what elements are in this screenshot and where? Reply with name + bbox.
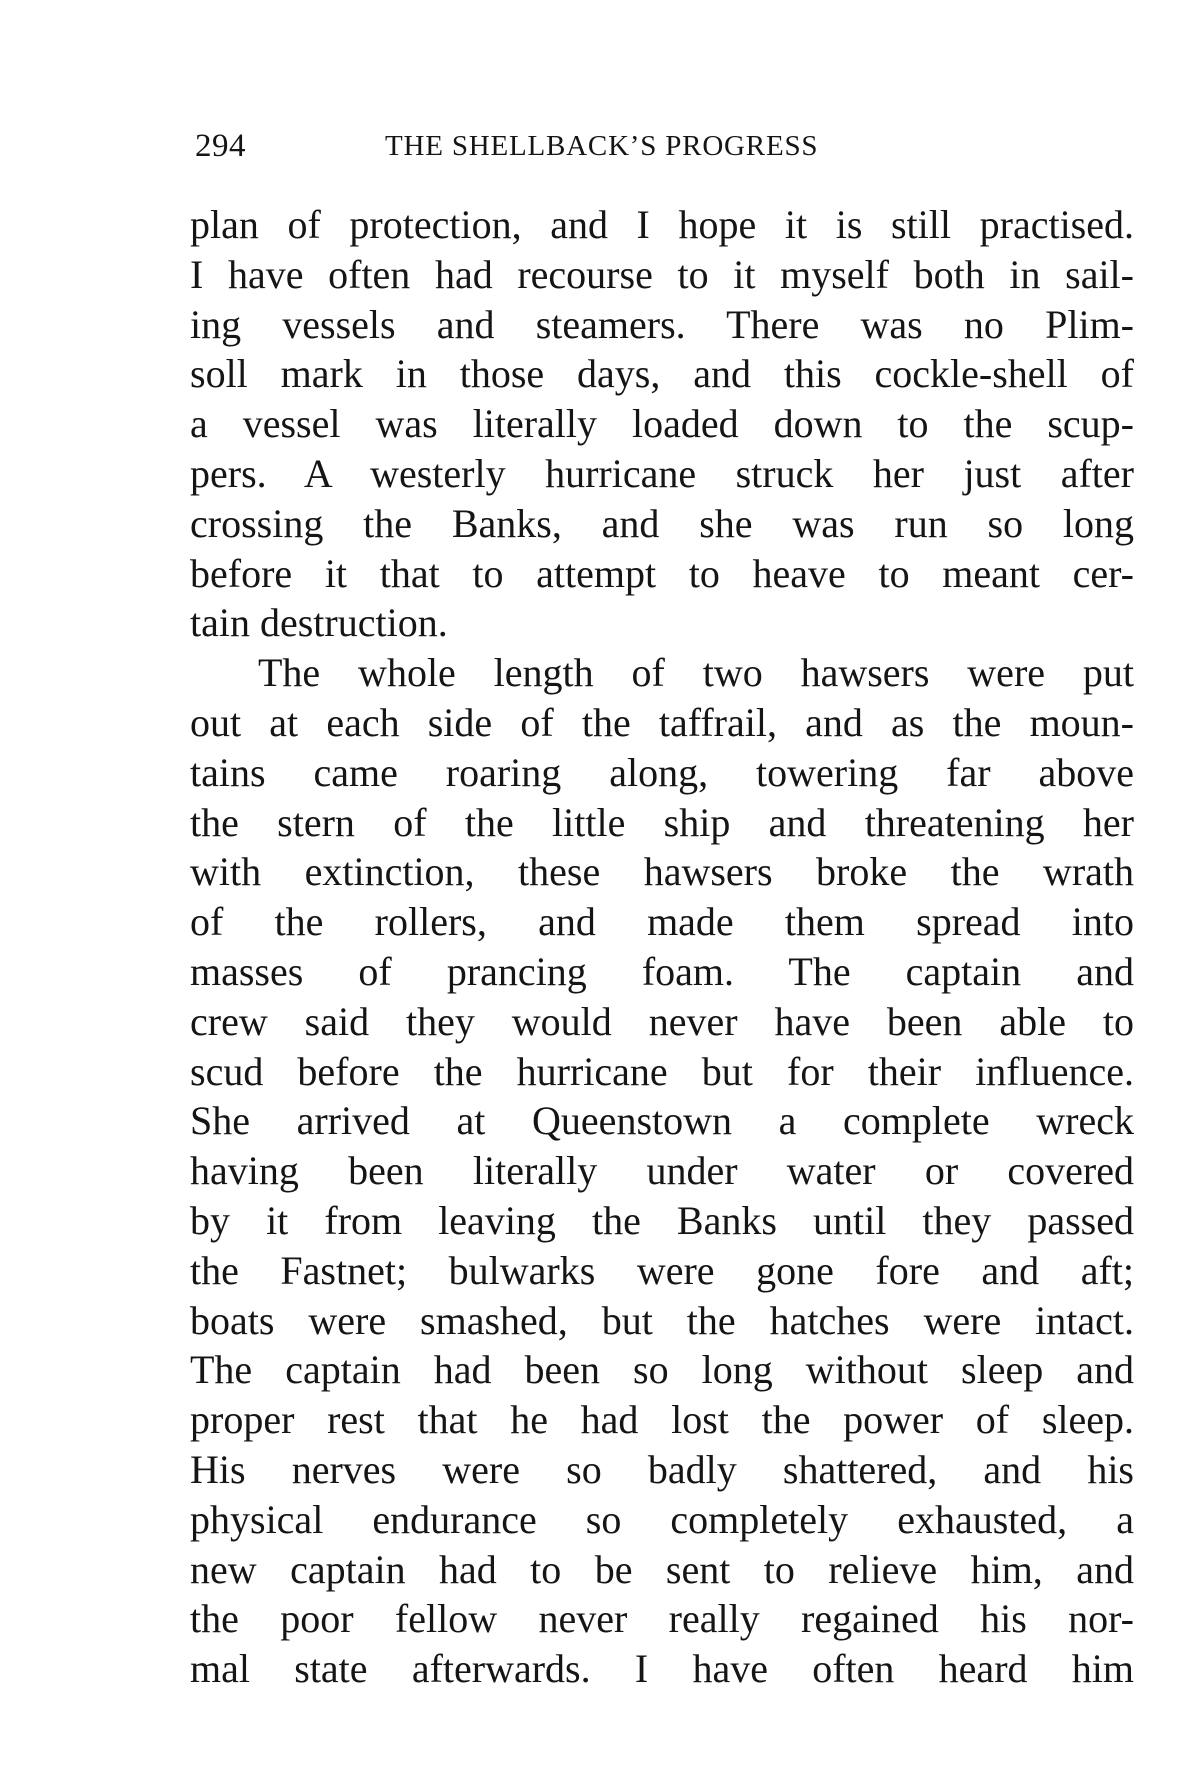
text-line: The whole length of two hawsers were put: [258, 650, 1134, 696]
text-line: scud before the hurricane but for their influence.: [190, 1048, 1134, 1094]
text-line: plan of protection, and I hope it is still practised.: [190, 202, 1134, 247]
text-line: soll mark in those days, and this cockle-shell of: [190, 351, 1134, 397]
text-line: I have often had recourse to it myself both in sail-: [190, 251, 1134, 297]
text-line: having been literally under water or covered: [190, 1148, 1134, 1194]
text-line: crew said they would never have been able to: [190, 998, 1134, 1044]
text-line: new captain had to be sent to relieve him, and: [190, 1546, 1134, 1592]
text-line: of the rollers, and made them spread into: [190, 899, 1134, 945]
text-line: the poor fellow never really regained his nor-: [190, 1596, 1134, 1642]
running-title: THE SHELLBACK’S PROGRESS: [385, 130, 819, 162]
paragraph-2: [190, 648, 1134, 1694]
text-line: proper rest that he had lost the power of sleep.: [190, 1397, 1134, 1443]
text-line: The captain had been so long without sleep and: [190, 1347, 1134, 1393]
paragraph-1: [190, 200, 1134, 648]
text-line: ing vessels and steamers. There was no Plim-: [190, 301, 1134, 347]
text-line: before it that to attempt to heave to meant cer-: [190, 550, 1134, 596]
body-text: [190, 200, 1134, 1694]
text-line: crossing the Banks, and she was run so long: [190, 500, 1134, 546]
page-header: [195, 128, 950, 168]
text-line: with extinction, these hawsers broke the wrath: [190, 849, 1134, 895]
text-line: tains came roaring along, towering far above: [190, 749, 1134, 795]
text-line: the Fastnet; bulwarks were gone fore and aft;: [190, 1247, 1134, 1293]
text-line: by it from leaving the Banks until they passed: [190, 1197, 1134, 1243]
page-number: 294: [195, 128, 246, 164]
text-line: masses of prancing foam. The captain and: [190, 948, 1134, 994]
text-line: tain destruction.: [190, 600, 448, 646]
text-line: pers. A westerly hurricane struck her just after: [190, 450, 1134, 496]
text-line: physical endurance so completely exhausted, a: [190, 1496, 1134, 1542]
text-line: mal state afterwards. I have often heard him: [190, 1646, 1134, 1692]
text-line: boats were smashed, but the hatches were intact.: [190, 1297, 1134, 1343]
text-line: out at each side of the taffrail, and as the moun-: [190, 699, 1134, 745]
text-line: a vessel was literally loaded down to the scup-: [190, 401, 1134, 447]
text-line: the stern of the little ship and threatening her: [190, 799, 1134, 845]
text-line: She arrived at Queenstown a complete wreck: [190, 1098, 1134, 1144]
text-line: His nerves were so badly shattered, and his: [190, 1446, 1134, 1492]
